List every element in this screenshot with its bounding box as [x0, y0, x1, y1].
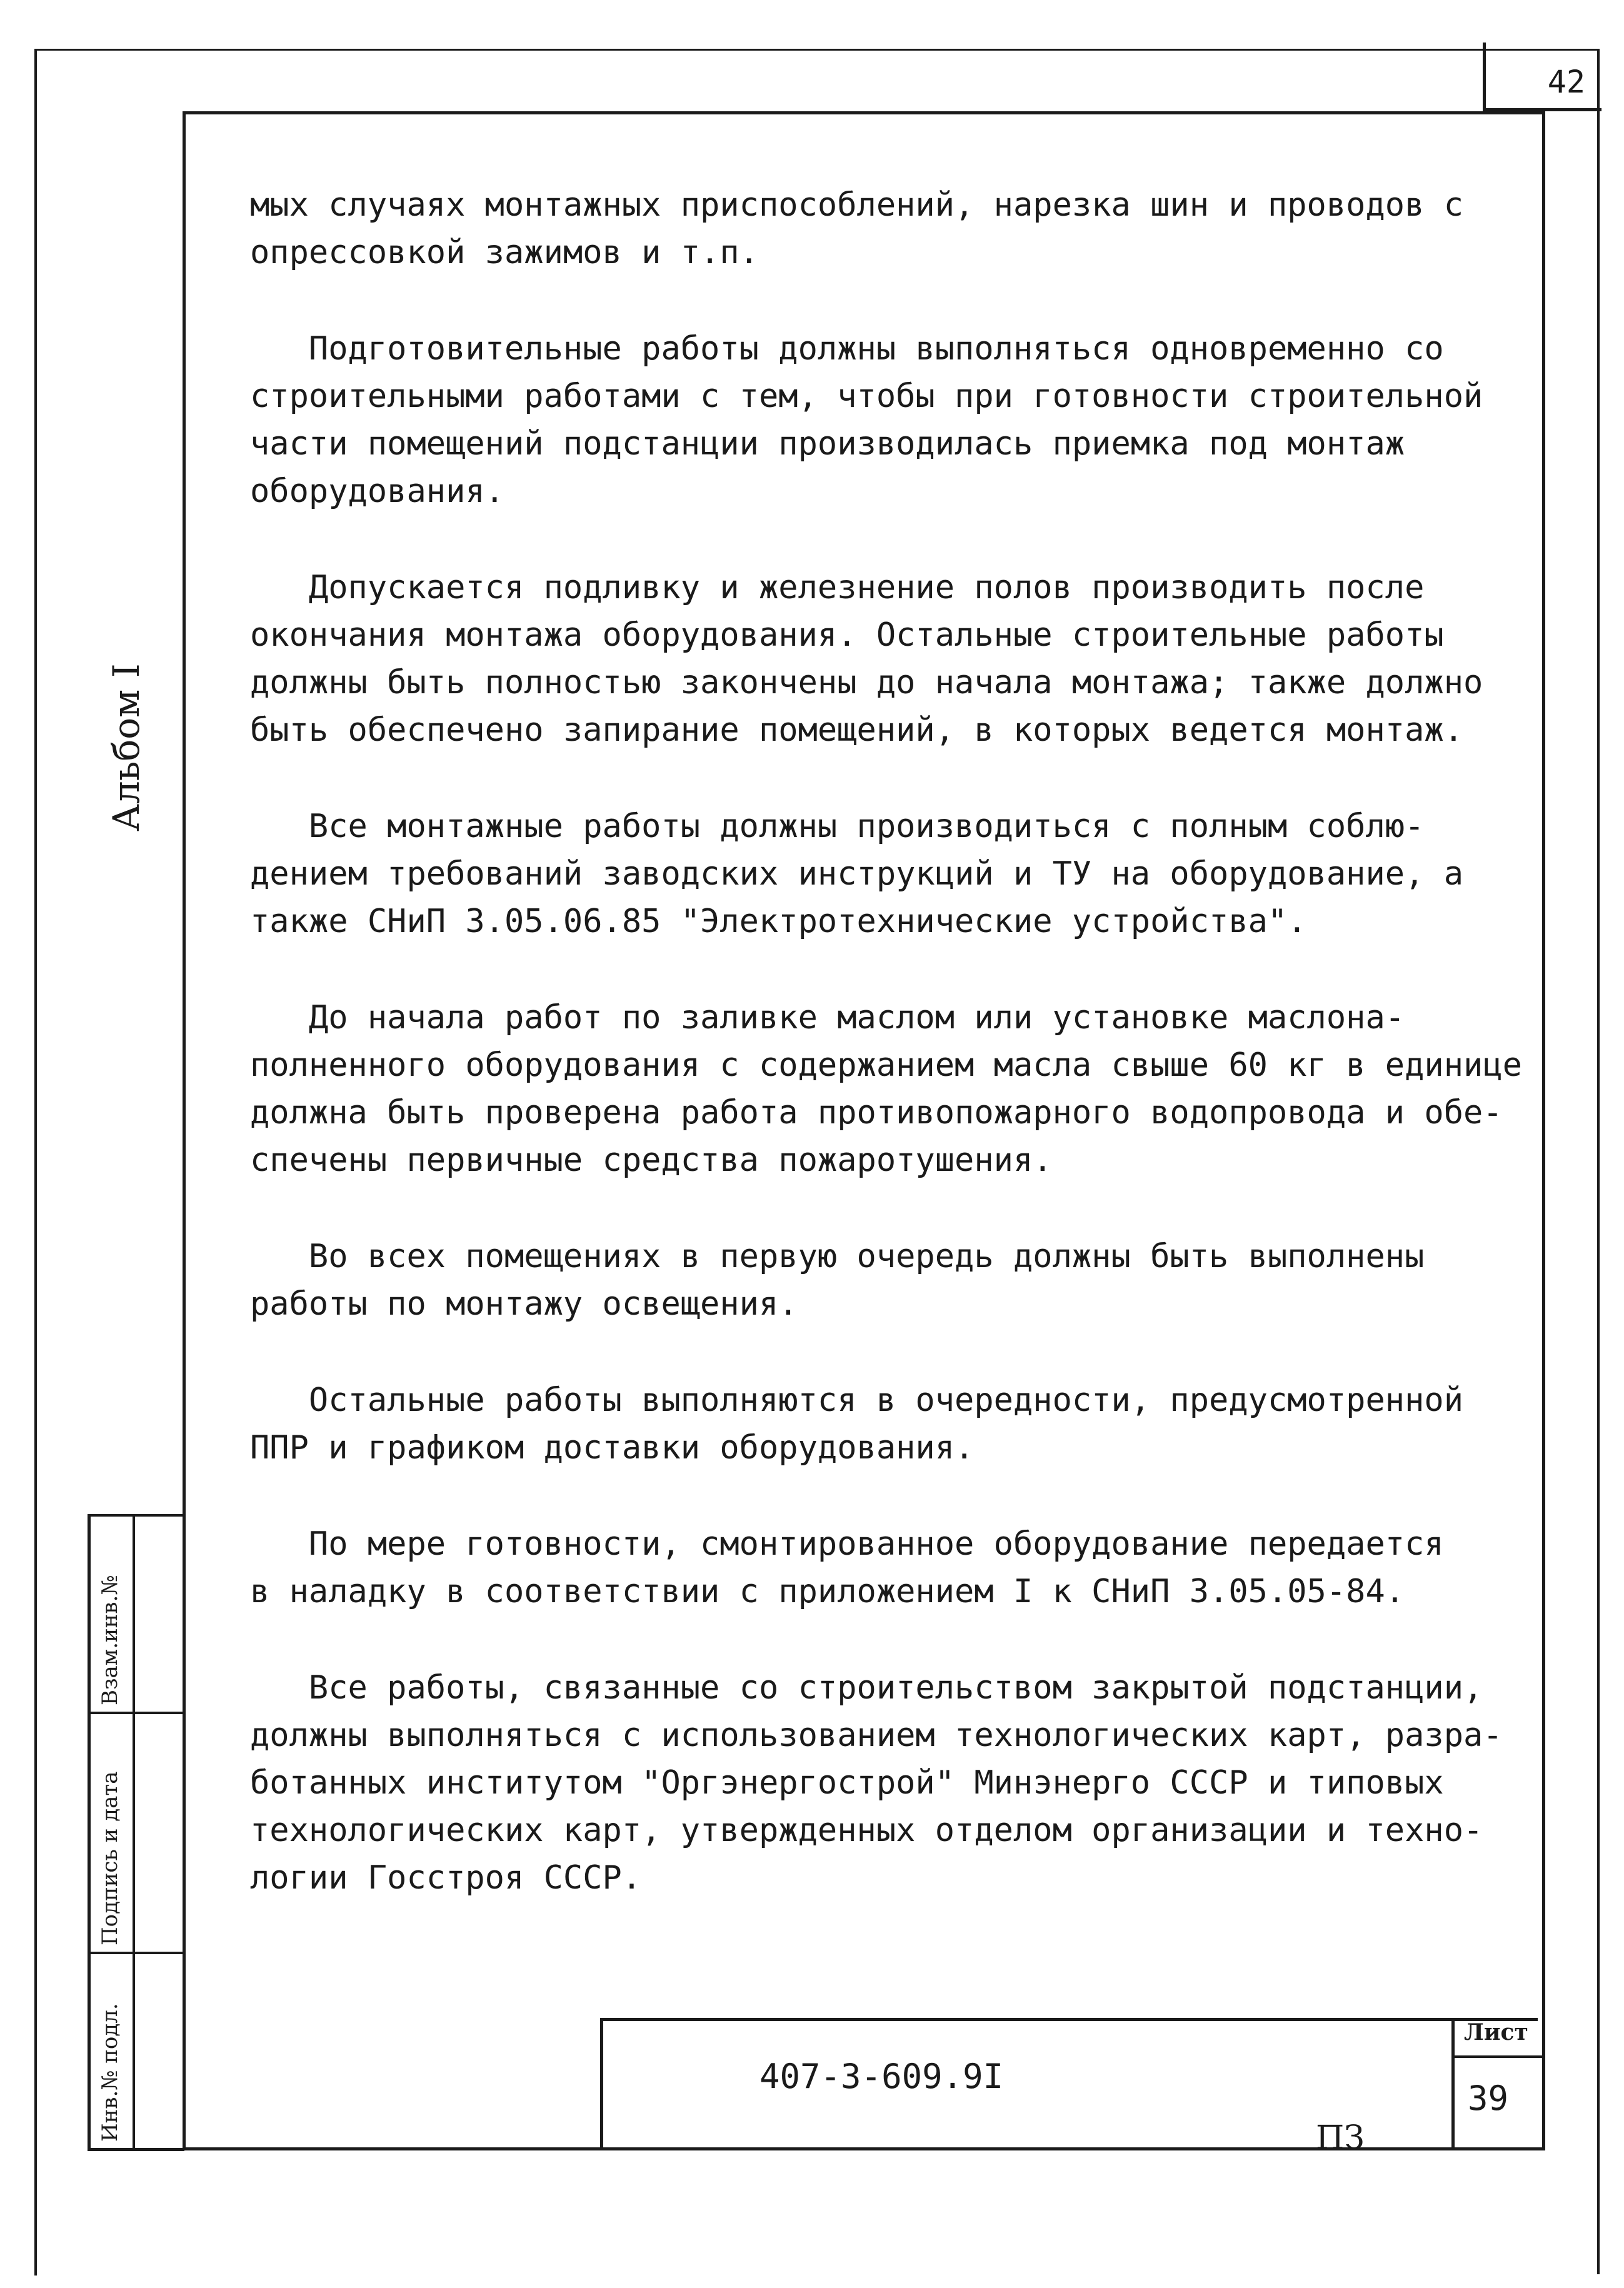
side-stamp-signature-date: Подпись и дата	[98, 1771, 123, 1945]
paragraph	[250, 1664, 1519, 1902]
paragraph	[250, 1520, 1519, 1615]
page-number-box	[1483, 43, 1601, 111]
paragraph	[250, 325, 1519, 515]
text-line: строительными работами с тем, чтобы при готовности строительной	[250, 378, 1483, 415]
title-block-sheet-hline	[1451, 2055, 1545, 2058]
side-stamp-inner-line	[133, 1514, 135, 2150]
page-number: 42	[1547, 64, 1585, 100]
text-line: Во всех помещениях в первую очередь должны быть выполнены	[250, 1238, 1425, 1275]
text-line: оборудования.	[250, 473, 504, 510]
paragraph	[250, 803, 1519, 945]
text-line: окончания монтажа оборудования. Остальные строительные работы	[250, 616, 1444, 654]
outer-border-left	[34, 50, 37, 2275]
side-stamp-divider-bottom	[88, 2148, 184, 2151]
text-line: полненного оборудования с содержанием масла свыше 60 кг в единице	[250, 1046, 1522, 1084]
text-line: По мере готовности, смонтированное оборудование передается	[250, 1525, 1444, 1563]
album-label: Альбом I	[105, 663, 148, 831]
text-line: части помещений подстанции производилась приемка под монтаж	[250, 425, 1405, 463]
outer-border-right	[1597, 49, 1600, 2274]
text-line: должна быть проверена работа противопожарного водопровода и обе-	[250, 1094, 1503, 1131]
text-line: Все монтажные работы должны производиться с полным соблю-	[250, 808, 1425, 845]
text-line: дением требований заводских инструкций и ТУ на оборудование, а	[250, 855, 1464, 893]
text-line: быть обеспечено запирание помещений, в которых ведется монтаж.	[250, 711, 1464, 749]
text-line: опрессовкой зажимов и т.п.	[250, 234, 759, 271]
text-line: Допускается подливку и железнение полов производить после	[250, 569, 1425, 606]
text-line: Подготовительные работы должны выполняться одновременно со	[250, 330, 1444, 368]
text-line: Все работы, связанные со строительством закрытой подстанции,	[250, 1669, 1483, 1707]
title-block-left-line	[600, 2018, 603, 2150]
title-block-top-line	[601, 2018, 1538, 2021]
document-type: ПЗ	[1316, 2119, 1365, 2157]
side-stamp-divider-1	[88, 1712, 184, 1714]
side-stamp-divider-top	[88, 1514, 184, 1517]
text-line: спечены первичные средства пожаротушения.	[250, 1141, 1053, 1179]
text-line: логии Госстроя СССР.	[250, 1859, 642, 1897]
text-line: ботанных институтом "Оргэнергострой" Минэнерго СССР и типовых	[250, 1764, 1444, 1802]
text-line: в наладку в соответствии с приложением I к СНиП 3.05.05-84.	[250, 1573, 1405, 1610]
outer-border-top	[34, 49, 1597, 51]
paragraph	[250, 1233, 1519, 1328]
paragraph	[250, 564, 1519, 754]
document-code: 407-3-609.9I	[759, 2057, 1004, 2096]
text-line: До начала работ по заливке маслом или установке маслона-	[250, 999, 1405, 1036]
paragraph	[250, 181, 1519, 276]
side-stamp-replaced-inv-no: Взам.инв.№	[98, 1575, 123, 1705]
paragraph	[250, 1377, 1519, 1472]
sheet-value: 39	[1468, 2079, 1509, 2118]
paragraph	[250, 994, 1522, 1184]
side-stamp-original-inv-no: Инв.№ подл.	[98, 2003, 123, 2142]
side-stamp-divider-2	[88, 1952, 184, 1954]
text-line: также СНиП 3.05.06.85 "Электротехнические устройства".	[250, 903, 1307, 940]
text-line: работы по монтажу освещения.	[250, 1285, 798, 1323]
title-block-sheet-divider	[1451, 2018, 1455, 2150]
sheet-label: Лист	[1464, 2019, 1528, 2045]
main-text	[250, 181, 1522, 1950]
text-line: ППР и графиком доставки оборудования.	[250, 1429, 975, 1467]
text-line: мых случаях монтажных приспособлений, нарезка шин и проводов с	[250, 186, 1464, 224]
side-stamp-outer-line	[88, 1514, 91, 2150]
text-line: технологических карт, утвержденных отделом организации и техно-	[250, 1812, 1483, 1849]
text-line: Остальные работы выполняются в очередности, предусмотренной	[250, 1382, 1464, 1419]
text-line: должны быть полностью закончены до начала монтажа; также должно	[250, 664, 1483, 701]
text-line: должны выполняться с использованием технологических карт, разра-	[250, 1717, 1503, 1754]
